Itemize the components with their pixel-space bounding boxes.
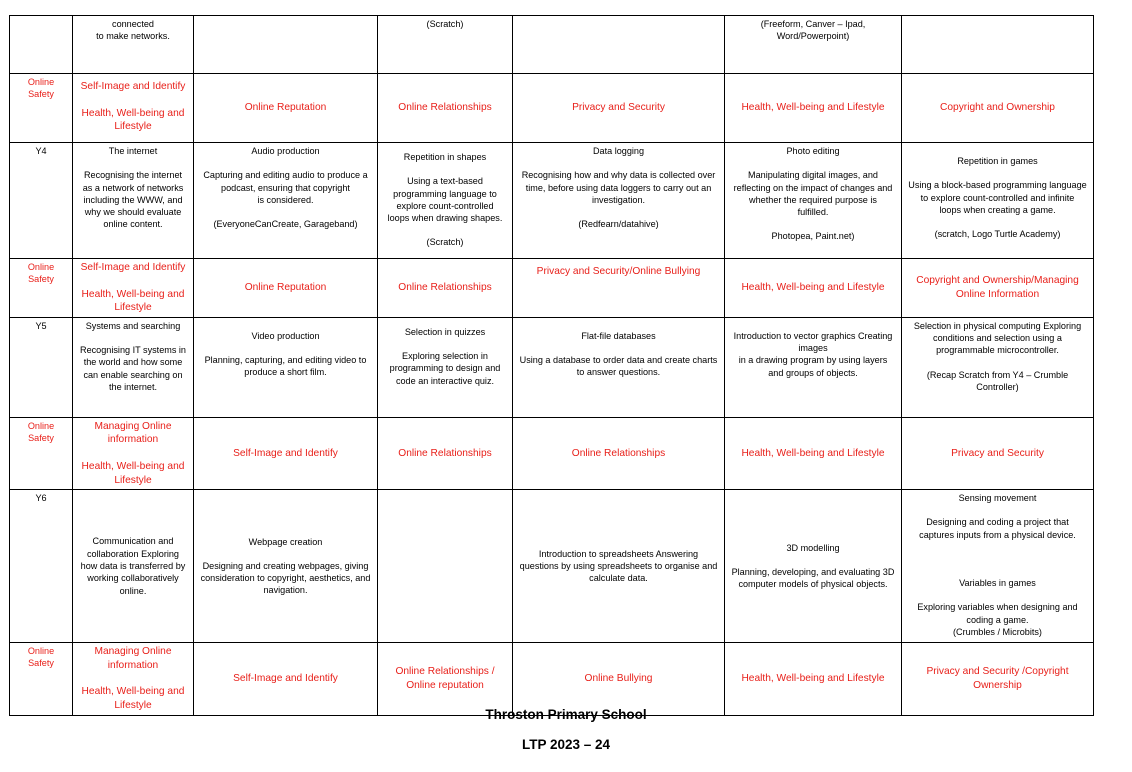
table-row bbox=[10, 16, 1094, 74]
cell: Self-Image and Identify Health, Well-being and Lifestyle bbox=[73, 74, 194, 143]
cell: Managing Online information Health, Well-being and Lifestyle bbox=[73, 417, 194, 489]
row-label-cell: Online Safety bbox=[10, 259, 73, 318]
cell: Health, Well-being and Lifestyle bbox=[725, 259, 902, 318]
row-label-cell: Online Safety bbox=[10, 417, 73, 489]
cell: Online Bullying bbox=[513, 643, 725, 715]
row-label-cell: Y6 bbox=[10, 490, 73, 643]
cell: Privacy and Security bbox=[513, 74, 725, 143]
cell: Online Relationships bbox=[378, 417, 513, 489]
table-row bbox=[10, 143, 1094, 259]
table-row bbox=[10, 317, 1094, 417]
cell bbox=[194, 16, 378, 74]
cell: The internet Recognising the internet as a network of networks including the WWW, and why we should evaluate online content. bbox=[73, 143, 194, 259]
cell: Health, Well-being and Lifestyle bbox=[725, 74, 902, 143]
row-label-cell: Online Safety bbox=[10, 74, 73, 143]
cell: Online Relationships bbox=[378, 259, 513, 318]
cell: Privacy and Security bbox=[902, 417, 1094, 489]
cell: Sensing movement Designing and coding a project that captures inputs from a physical device. Variables in games Exploring variables when designing and coding a game. (Crumbles / Microbits) bbox=[902, 490, 1094, 643]
table-row bbox=[10, 74, 1094, 143]
cell bbox=[513, 16, 725, 74]
cell: Webpage creation Designing and creating webpages, giving consideration to copyright, aesthetics, and navigation. bbox=[194, 490, 378, 643]
table-row bbox=[10, 490, 1094, 643]
cell: Systems and searching Recognising IT systems in the world and how some can enable searching on the internet. bbox=[73, 317, 194, 417]
cell: 3D modelling Planning, developing, and evaluating 3D computer models of physical objects. bbox=[725, 490, 902, 643]
cell: Flat-file databases Using a database to order data and create charts to answer questions. bbox=[513, 317, 725, 417]
document-title: LTP 2023 – 24 bbox=[521, 737, 611, 752]
cell bbox=[378, 490, 513, 643]
cell: Selection in quizzes Exploring selection in programming to design and code an interactive quiz. bbox=[378, 317, 513, 417]
cell: Privacy and Security/Online Bullying bbox=[513, 259, 725, 318]
cell: Data logging Recognising how and why data is collected over time, before using data loggers to carry out an investigation. (Redfearn/datahive) bbox=[513, 143, 725, 259]
cell: Self-Image and Identify Health, Well-being and Lifestyle bbox=[73, 259, 194, 318]
cell: Communication and collaboration Exploring how data is transferred by working collaboratively online. bbox=[73, 490, 194, 643]
cell: Online Relationships / Online reputation bbox=[378, 643, 513, 715]
table-row bbox=[10, 643, 1094, 715]
row-label-cell: Y4 bbox=[10, 143, 73, 259]
cell: (Scratch) bbox=[378, 16, 513, 74]
cell: Health, Well-being and Lifestyle bbox=[725, 417, 902, 489]
cell: Photo editing Manipulating digital images, and reflecting on the impact of changes and whether the required purpose is fulfilled. Photopea, Paint.net) bbox=[725, 143, 902, 259]
cell: Introduction to spreadsheets Answering questions by using spreadsheets to organise and calculate data. bbox=[513, 490, 725, 643]
table-row bbox=[10, 417, 1094, 489]
cell: Managing Online information Health, Well-being and Lifestyle bbox=[73, 643, 194, 715]
cell: Audio production Capturing and editing audio to produce a podcast, ensuring that copyright is considered. (EveryoneCanCreate, Garageband) bbox=[194, 143, 378, 259]
row-label-cell: Y5 bbox=[10, 317, 73, 417]
cell: Health, Well-being and Lifestyle bbox=[725, 643, 902, 715]
cell: Introduction to vector graphics Creating images in a drawing program by using layers and groups of objects. bbox=[725, 317, 902, 417]
cell: Repetition in games Using a block-based programming language to explore count-controlled and infinite loops when creating a game. (scratch, Logo Turtle Academy) bbox=[902, 143, 1094, 259]
curriculum-table bbox=[9, 15, 1094, 716]
row-label-cell: Online Safety bbox=[10, 643, 73, 715]
cell: Online Reputation bbox=[194, 259, 378, 318]
cell: Privacy and Security /Copyright Ownership bbox=[902, 643, 1094, 715]
cell: Copyright and Ownership bbox=[902, 74, 1094, 143]
cell: Repetition in shapes Using a text-based programming language to explore count-controlled loops when drawing shapes. (Scratch) bbox=[378, 143, 513, 259]
cell: Online Reputation bbox=[194, 74, 378, 143]
cell: Online Relationships bbox=[378, 74, 513, 143]
table-row bbox=[10, 259, 1094, 318]
cell bbox=[902, 16, 1094, 74]
cell: Online Relationships bbox=[513, 417, 725, 489]
school-name: Throston Primary School bbox=[485, 707, 647, 722]
row-label-cell bbox=[10, 16, 73, 74]
cell: Selection in physical computing Exploring conditions and selection using a programmable microcontroller. (Recap Scratch from Y4 – Crumble Controller) bbox=[902, 317, 1094, 417]
cell: Copyright and Ownership/Managing Online Information bbox=[902, 259, 1094, 318]
cell: connected to make networks. bbox=[73, 16, 194, 74]
cell: (Freeform, Canver – Ipad, Word/Powerpoint) bbox=[725, 16, 902, 74]
cell: Self-Image and Identify bbox=[194, 643, 378, 715]
cell: Self-Image and Identify bbox=[194, 417, 378, 489]
cell: Video production Planning, capturing, and editing video to produce a short film. bbox=[194, 317, 378, 417]
